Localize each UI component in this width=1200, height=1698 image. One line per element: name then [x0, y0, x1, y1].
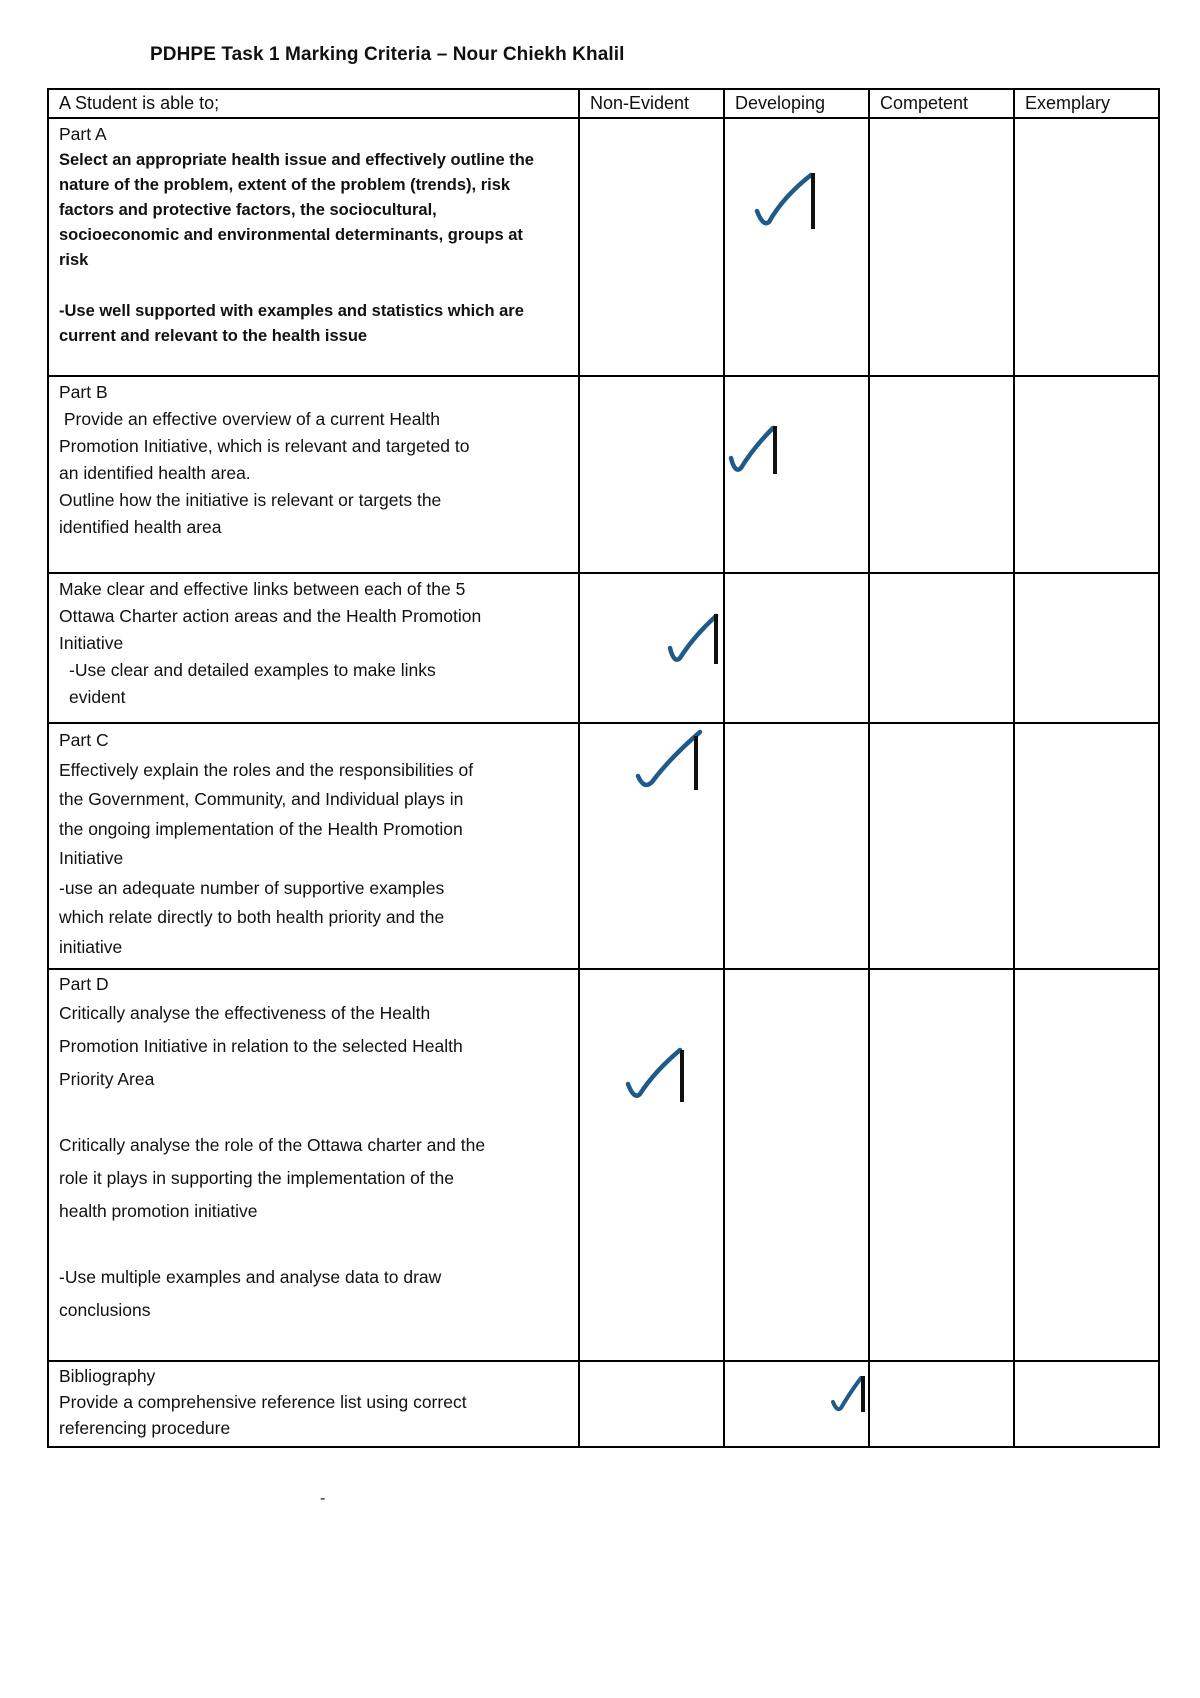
grade-cell-competent[interactable] — [869, 118, 1014, 376]
criteria-text: Promotion Initiative, which is relevant and targeted to — [59, 436, 470, 456]
criteria-text: health promotion initiative — [59, 1201, 258, 1221]
grade-cell-non-evident[interactable] — [579, 969, 724, 1361]
criteria-text: Initiative — [59, 633, 124, 653]
criteria-text: initiative — [59, 936, 123, 957]
criteria-text: -use an adequate number of supportive examples — [59, 877, 445, 898]
criteria-text: -Use well supported with examples and statistics which are — [59, 302, 524, 320]
marking-criteria-table — [47, 88, 1160, 1448]
header-exemplary: Exemplary — [1014, 89, 1159, 118]
grade-cell-non-evident[interactable] — [579, 376, 724, 573]
table-row — [48, 118, 1159, 376]
footer-mark: - — [320, 1490, 326, 1507]
grade-cell-exemplary[interactable] — [1014, 1361, 1159, 1447]
header-competent: Competent — [869, 89, 1014, 118]
grade-cell-competent[interactable] — [869, 573, 1014, 723]
grade-cell-exemplary[interactable] — [1014, 118, 1159, 376]
criteria-text: Provide a comprehensive reference list using correct — [59, 1392, 467, 1412]
criteria-text: evident — [69, 687, 126, 707]
criteria-text: role it plays in supporting the implementation of the — [59, 1168, 454, 1188]
part-label: Bibliography — [59, 1366, 156, 1386]
table-row — [48, 1361, 1159, 1447]
criteria-text: Select an appropriate health issue and effectively outline the — [59, 151, 534, 169]
criteria-text: identified health area — [59, 517, 222, 537]
table-row — [48, 723, 1159, 969]
page-title: PDHPE Task 1 Marking Criteria – Nour Chiekh Khalil — [150, 44, 625, 65]
criteria-text: Effectively explain the roles and the responsibilities of — [59, 759, 474, 780]
part-label: Part A — [59, 124, 107, 144]
criteria-text: Ottawa Charter action areas and the Health Promotion — [59, 606, 482, 626]
table-row — [48, 573, 1159, 723]
criteria-cell-part-b — [48, 376, 579, 573]
part-label: Part D — [59, 974, 109, 994]
criteria-text: factors and protective factors, the sociocultural, — [59, 201, 437, 219]
header-non-evident: Non-Evident — [579, 89, 724, 118]
table-row — [48, 376, 1159, 573]
criteria-cell-part-a — [48, 118, 579, 376]
criteria-text: which relate directly to both health priority and the — [59, 907, 445, 927]
grade-cell-competent[interactable] — [869, 723, 1014, 969]
grade-cell-developing[interactable] — [724, 118, 869, 376]
grade-cell-competent[interactable] — [869, 1361, 1014, 1447]
criteria-text: risk — [59, 251, 89, 269]
criteria-cell-part-c — [48, 723, 579, 969]
grade-cell-exemplary[interactable] — [1014, 376, 1159, 573]
criteria-text: Initiative — [59, 848, 124, 868]
grade-cell-exemplary[interactable] — [1014, 969, 1159, 1361]
criteria-text: -Use clear and detailed examples to make links — [69, 660, 436, 680]
grade-cell-developing[interactable] — [724, 1361, 869, 1447]
checkmark-icon — [666, 610, 724, 668]
grade-cell-developing[interactable] — [724, 573, 869, 723]
grade-cell-exemplary[interactable] — [1014, 723, 1159, 969]
checkmark-icon — [634, 728, 708, 792]
criteria-text: the ongoing implementation of the Health Promotion — [59, 818, 463, 839]
criteria-text: current and relevant to the health issue — [59, 327, 368, 345]
criteria-cell-part-d — [48, 969, 579, 1361]
criteria-text: Provide an effective overview of a current Health — [59, 409, 440, 429]
part-label: Part B — [59, 382, 108, 402]
checkmark-icon — [753, 167, 823, 233]
criteria-text: conclusions — [59, 1300, 151, 1320]
header-developing: Developing — [724, 89, 869, 118]
grade-cell-competent[interactable] — [869, 969, 1014, 1361]
criteria-text: nature of the problem, extent of the problem (trends), risk — [59, 176, 511, 194]
grade-cell-non-evident[interactable] — [579, 573, 724, 723]
criteria-text: Make clear and effective links between each of the 5 — [59, 579, 466, 599]
criteria-text: referencing procedure — [59, 1418, 231, 1438]
criteria-cell-bibliography — [48, 1361, 579, 1447]
criteria-text: -Use multiple examples and analyse data to draw — [59, 1267, 442, 1287]
part-label: Part C — [59, 730, 109, 750]
checkmark-icon — [624, 1044, 690, 1104]
criteria-text: Priority Area — [59, 1069, 155, 1089]
grade-cell-non-evident[interactable] — [579, 723, 724, 969]
grade-cell-non-evident[interactable] — [579, 118, 724, 376]
checkmark-icon — [727, 422, 783, 478]
criteria-text: the Government, Community, and Individual plays in — [59, 789, 464, 809]
table-row — [48, 969, 1159, 1361]
header-row — [48, 89, 1159, 118]
checkmark-icon — [829, 1372, 869, 1414]
grade-cell-competent[interactable] — [869, 376, 1014, 573]
criteria-text: Outline how the initiative is relevant or targets the — [59, 490, 442, 510]
criteria-text: socioeconomic and environmental determinants, groups at — [59, 226, 523, 244]
grade-cell-developing[interactable] — [724, 723, 869, 969]
grade-cell-non-evident[interactable] — [579, 1361, 724, 1447]
criteria-text: Critically analyse the effectiveness of the Health — [59, 1003, 431, 1023]
criteria-cell-ottawa-links — [48, 573, 579, 723]
grade-cell-exemplary[interactable] — [1014, 573, 1159, 723]
header-criteria: A Student is able to; — [48, 89, 579, 118]
criteria-text: Promotion Initiative in relation to the selected Health — [59, 1036, 463, 1056]
grade-cell-developing[interactable] — [724, 969, 869, 1361]
grade-cell-developing[interactable] — [724, 376, 869, 573]
criteria-text: Critically analyse the role of the Ottawa charter and the — [59, 1135, 486, 1155]
criteria-text: an identified health area. — [59, 463, 251, 483]
